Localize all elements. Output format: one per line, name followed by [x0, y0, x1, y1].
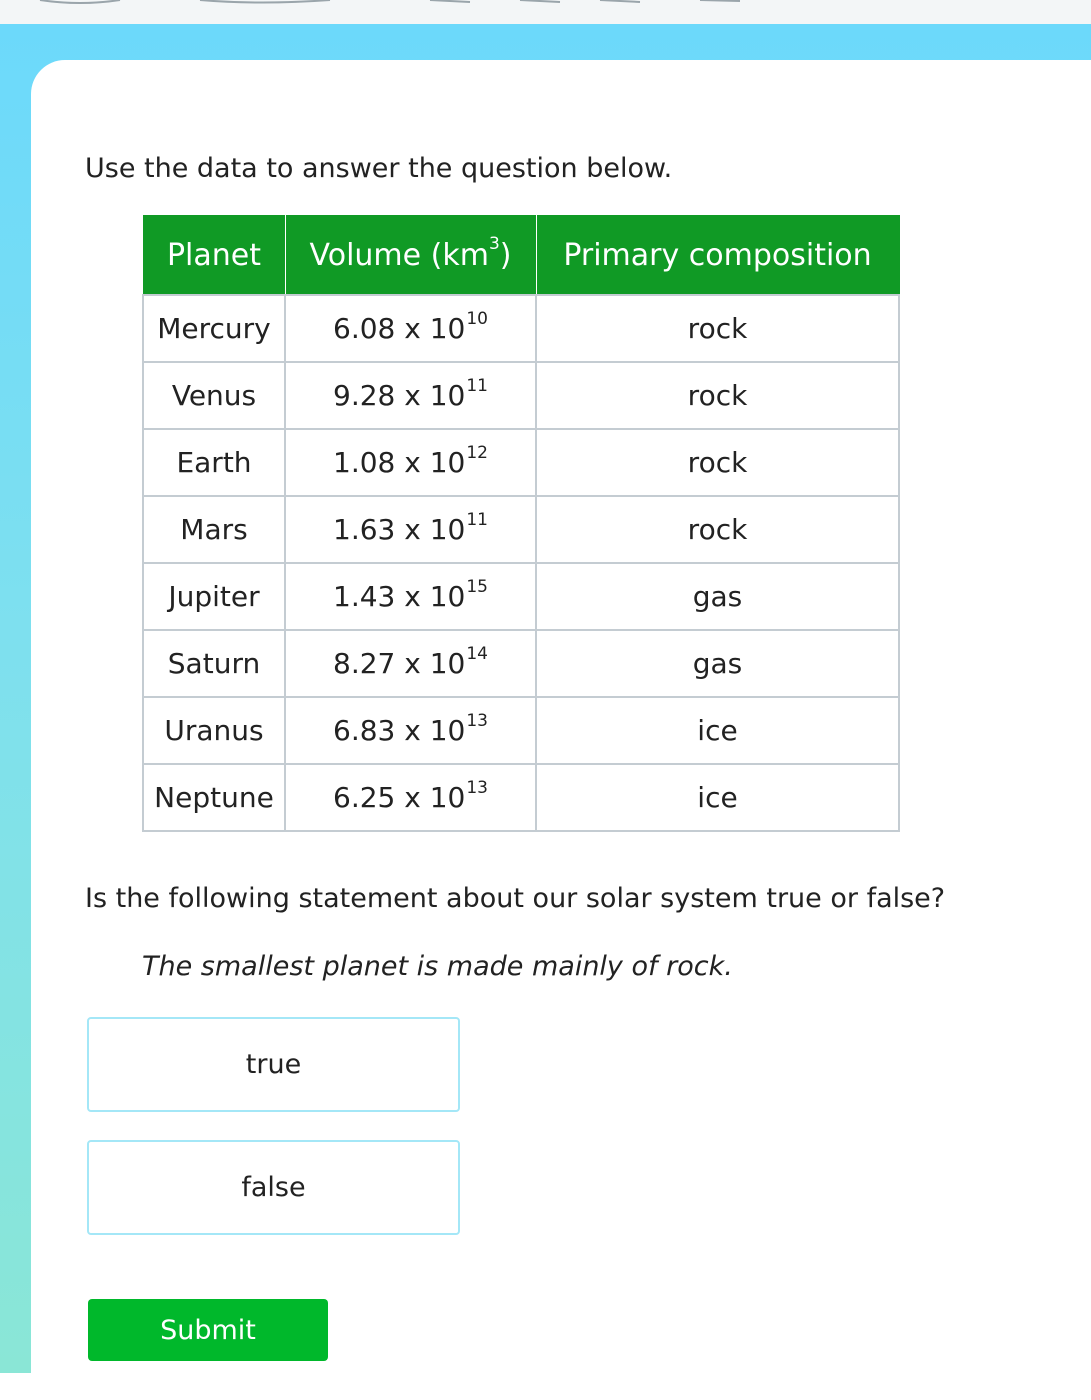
statement-text: The smallest planet is made mainly of rock. [142, 951, 733, 982]
choice-false-label: false [241, 1172, 306, 1203]
volume-mantissa: 1.43 [333, 580, 396, 613]
volume-base: x 10 [404, 781, 466, 814]
volume-mantissa: 9.28 [333, 379, 396, 412]
choice-false-button[interactable] [87, 1140, 460, 1235]
cell-volume [285, 764, 536, 831]
cell-planet: Mars [143, 496, 285, 563]
cell-volume [285, 630, 536, 697]
cell-volume [285, 697, 536, 764]
cell-planet: Jupiter [143, 563, 285, 630]
table-row [143, 764, 899, 831]
volume-base: x 10 [404, 513, 466, 546]
cell-composition: rock [536, 496, 899, 563]
volume-mantissa: 1.08 [333, 446, 396, 479]
cell-composition: gas [536, 563, 899, 630]
cell-volume [285, 429, 536, 496]
volume-exponent: 13 [466, 778, 488, 798]
cell-composition: rock [536, 295, 899, 362]
volume-mantissa: 6.83 [333, 714, 396, 747]
cell-composition: ice [536, 697, 899, 764]
volume-base: x 10 [404, 580, 466, 613]
cell-planet: Earth [143, 429, 285, 496]
cell-planet: Venus [143, 362, 285, 429]
volume-base: x 10 [404, 647, 466, 680]
volume-exponent: 10 [466, 309, 488, 329]
cell-composition: gas [536, 630, 899, 697]
volume-exponent: 14 [466, 644, 488, 664]
cell-volume [285, 295, 536, 362]
header-composition: Primary composition [536, 216, 899, 296]
table-header-row [143, 216, 899, 296]
table-row [143, 563, 899, 630]
volume-mantissa: 6.25 [333, 781, 396, 814]
table-row [143, 429, 899, 496]
volume-mantissa: 6.08 [333, 312, 396, 345]
question-text: Is the following statement about our solar system true or false? [85, 883, 946, 914]
table-row [143, 496, 899, 563]
table-row [143, 362, 899, 429]
cell-planet: Neptune [143, 764, 285, 831]
top-strip-marks [0, 0, 1091, 24]
cell-composition: rock [536, 362, 899, 429]
instruction-text: Use the data to answer the question below. [85, 153, 673, 184]
header-volume [285, 216, 536, 296]
table-row [143, 697, 899, 764]
top-strip [0, 0, 1091, 24]
volume-exponent: 12 [466, 443, 488, 463]
volume-exponent: 11 [466, 510, 488, 530]
header-planet: Planet [143, 216, 285, 296]
cell-composition: ice [536, 764, 899, 831]
header-volume-close: ) [499, 237, 512, 273]
volume-exponent: 15 [466, 577, 488, 597]
cell-planet: Mercury [143, 295, 285, 362]
header-volume-exponent: 3 [488, 233, 500, 254]
submit-button[interactable]: Submit [88, 1299, 328, 1361]
volume-exponent: 13 [466, 711, 488, 731]
volume-base: x 10 [404, 714, 466, 747]
header-volume-text: Volume (km [309, 237, 489, 273]
cell-volume [285, 496, 536, 563]
table-row [143, 295, 899, 362]
choice-true-label: true [245, 1049, 302, 1080]
volume-base: x 10 [404, 379, 466, 412]
cell-composition: rock [536, 429, 899, 496]
planet-data-table [142, 215, 900, 832]
table-row [143, 630, 899, 697]
volume-exponent: 11 [466, 376, 488, 396]
volume-mantissa: 1.63 [333, 513, 396, 546]
cell-planet: Uranus [143, 697, 285, 764]
volume-base: x 10 [404, 446, 466, 479]
choice-true-button[interactable] [87, 1017, 460, 1112]
cell-volume [285, 362, 536, 429]
volume-mantissa: 8.27 [333, 647, 396, 680]
cell-planet: Saturn [143, 630, 285, 697]
cell-volume [285, 563, 536, 630]
volume-base: x 10 [404, 312, 466, 345]
